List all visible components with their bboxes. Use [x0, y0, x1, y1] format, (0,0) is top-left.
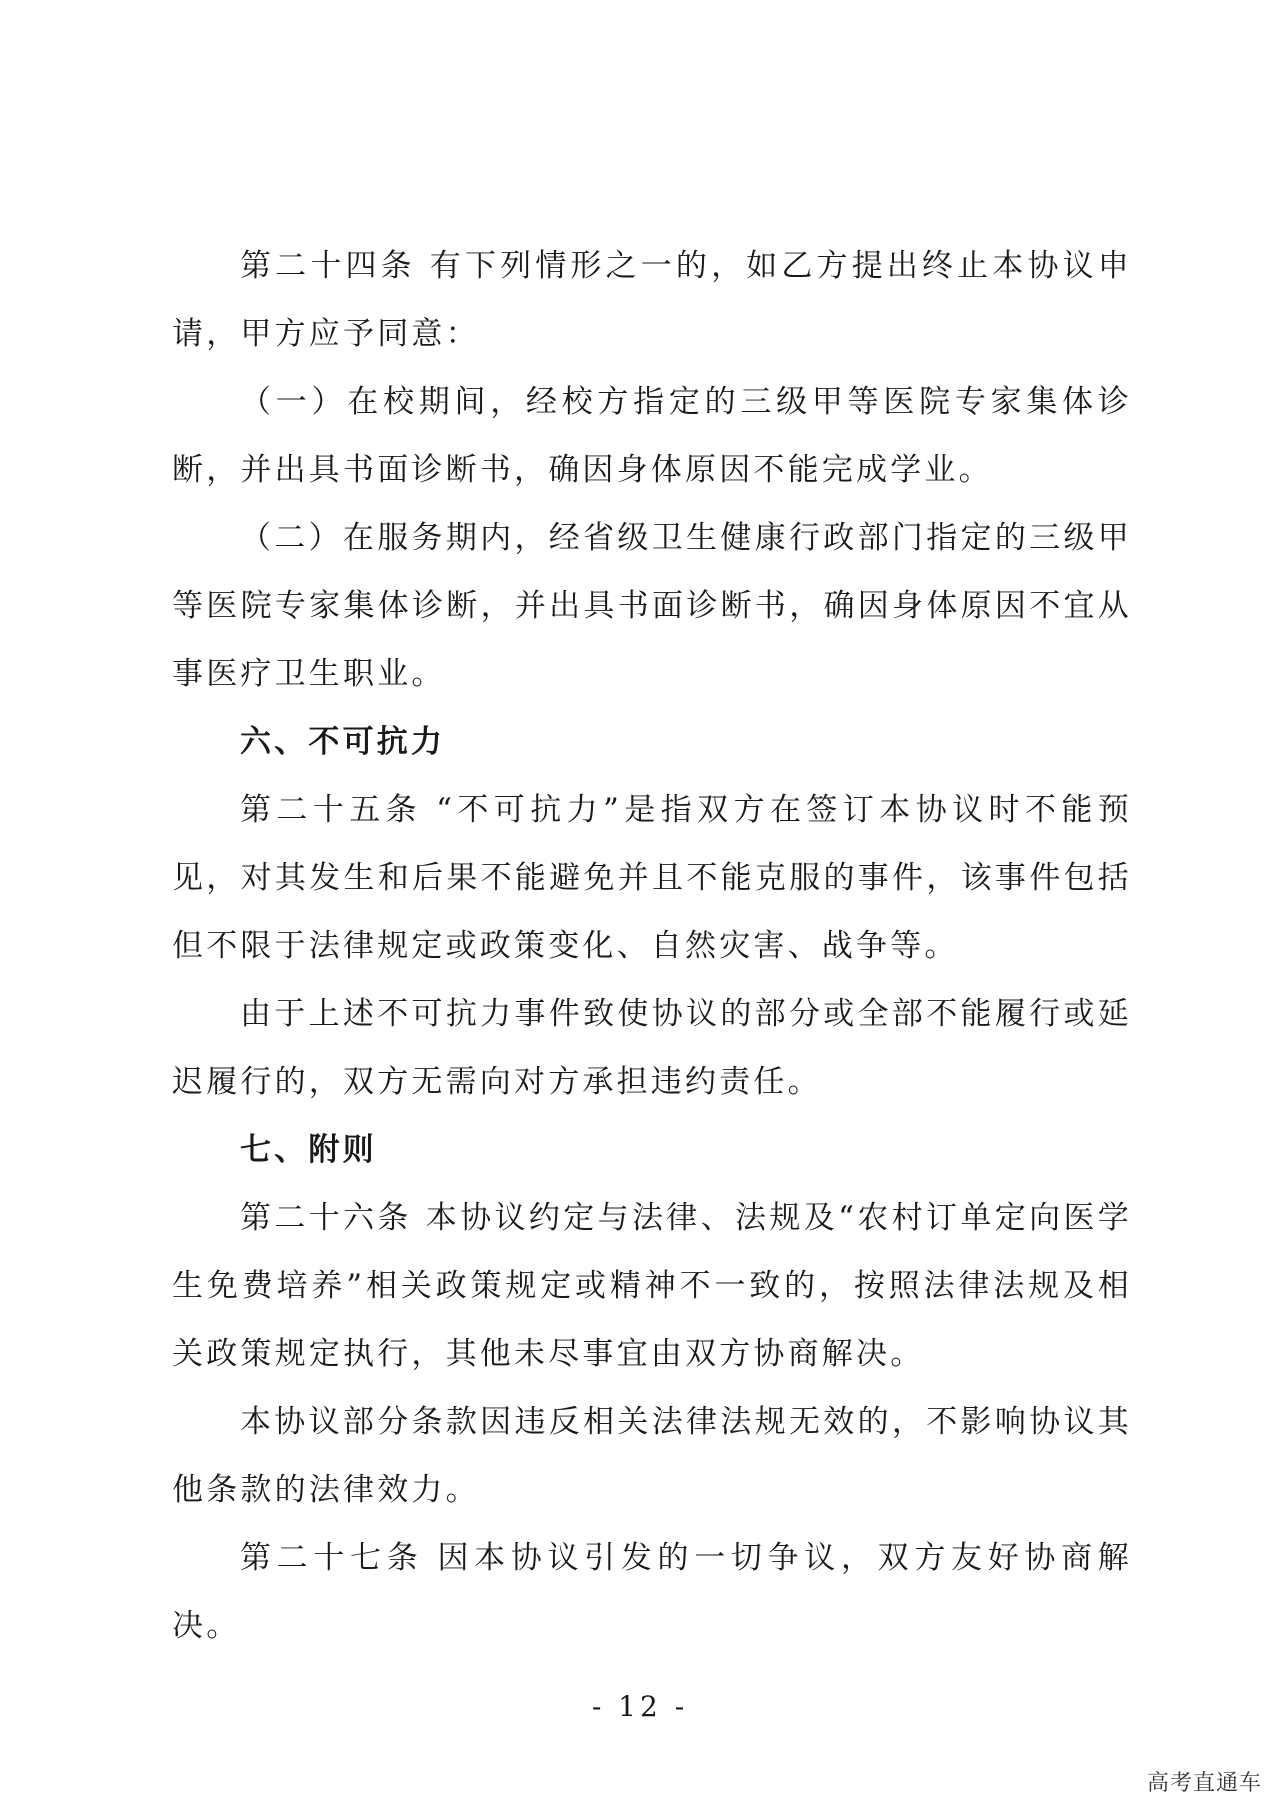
section-6-heading: 六、不可抗力	[240, 724, 446, 760]
article-27-number: 第二十七条	[240, 1540, 424, 1576]
article-26-text: 本协议约定与法律、法规及“农村订单定向医学生免费培养”相关政策规定或精神不一致的，按照法律法规及相关政策规定执行，其他未尽事宜由双方协商解决。	[172, 1200, 1133, 1372]
article-27-text: 因本协议引发的一切争议，双方友好协商解决。	[172, 1540, 1132, 1644]
article-25-number: 第二十五条	[240, 792, 423, 828]
section-7-heading: 七、附则	[240, 1132, 377, 1168]
article-24-item-2: （二）在服务期内，经省级卫生健康行政部门指定的三级甲等医院专家集体诊断，并出具书面诊断书，确因身体原因不宜从事医疗卫生职业。	[172, 520, 1132, 692]
article-25-paragraph-2: 由于上述不可抗力事件致使协议的部分或全部不能履行或延迟履行的，双方无需向对方承担违约责任。	[172, 996, 1132, 1100]
article-25	[172, 776, 1132, 980]
article-24-item-1: （一）在校期间，经校方指定的三级甲等医院专家集体诊断，并出具书面诊断书，确因身体原因不能完成学业。	[172, 384, 1132, 488]
article-24	[172, 232, 1132, 368]
article-27	[172, 1524, 1132, 1660]
article-26	[172, 1184, 1132, 1388]
article-26-paragraph-2: 本协议部分条款因违反相关法律法规无效的，不影响协议其他条款的法律效力。	[172, 1404, 1132, 1508]
document-body	[172, 232, 1132, 1660]
article-24-text: 有下列情形之一的，如乙方提出终止本协议申请，甲方应予同意：	[172, 248, 1133, 352]
page-number: - 12 -	[591, 1690, 689, 1723]
article-26-number: 第二十六条	[240, 1200, 412, 1236]
article-24-number: 第二十四条	[240, 248, 416, 284]
watermark-text: 高考直通车	[1146, 1771, 1262, 1796]
article-25-text: “不可抗力”是指双方在签订本协议时不能预见，对其发生和后果不能避免并且不能克服的事件，该事件包括但不限于法律规定或政策变化、自然灾害、战争等。	[172, 792, 1132, 964]
